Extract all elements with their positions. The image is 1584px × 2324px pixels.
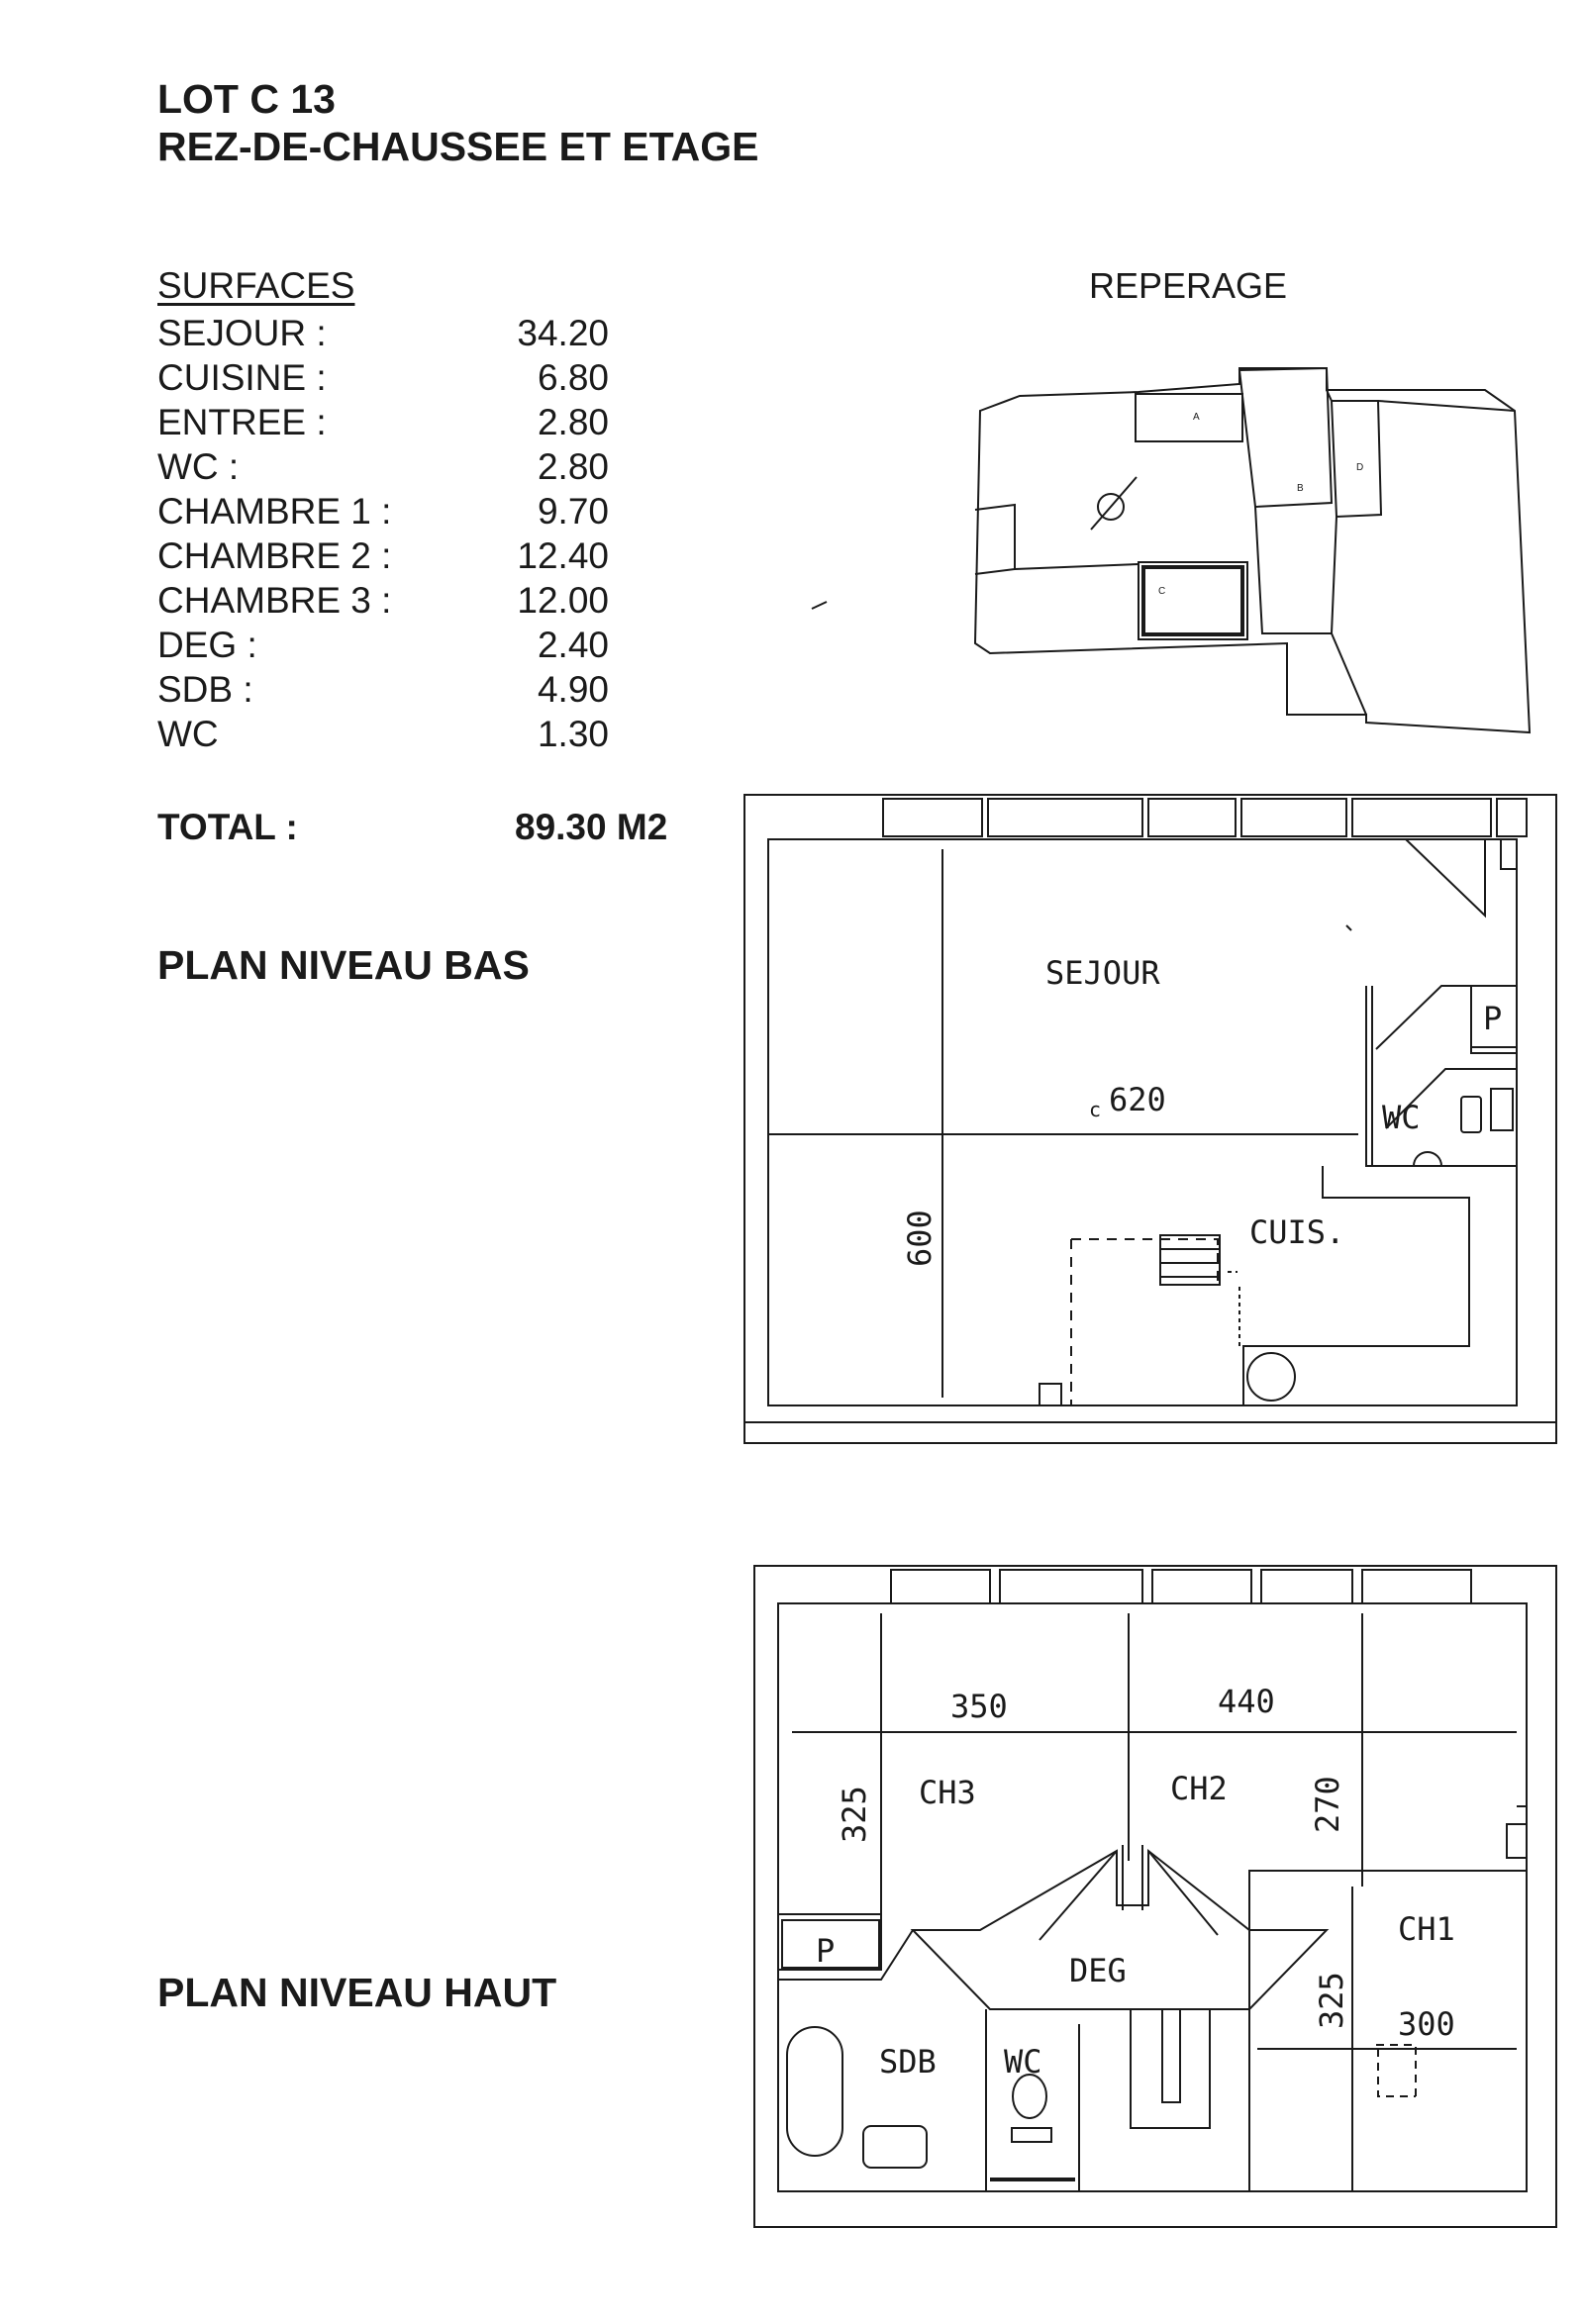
surface-value: 1.30: [537, 714, 609, 754]
dim-600-label: 600: [901, 1210, 939, 1267]
windows-top-bas: [883, 799, 1527, 836]
plan-niveau-haut: [754, 1566, 1556, 2227]
surface-label: WC: [157, 714, 219, 754]
block-a: [1136, 394, 1242, 441]
dim-325-ch1-label: 325: [1313, 1972, 1350, 2029]
room-sdb: SDB: [879, 2043, 937, 2081]
room-deg: DEG: [1069, 1952, 1127, 1989]
surface-label: CHAMBRE 1 :: [157, 491, 392, 532]
plan-niveau-bas-title: PLAN NIVEAU BAS: [157, 942, 530, 988]
room-wc-bas: WC: [1382, 1099, 1421, 1136]
dim-440-label: 440: [1218, 1683, 1275, 1720]
surface-value: 34.20: [517, 313, 609, 353]
total-label: TOTAL :: [157, 807, 298, 847]
dim-300-label: 300: [1398, 2005, 1455, 2043]
block-c: [1138, 562, 1247, 639]
surface-value: 9.70: [537, 491, 609, 532]
surface-label: CUISINE :: [157, 357, 327, 398]
reperage-title: REPERAGE: [1089, 265, 1288, 306]
dim-620-prefix: c: [1089, 1098, 1102, 1121]
dim-620-label: 620: [1109, 1081, 1166, 1118]
surface-label: SDB :: [157, 669, 253, 710]
surface-value: 2.80: [537, 446, 609, 487]
room-sejour: SEJOUR: [1045, 954, 1160, 992]
dim-270-label: 270: [1309, 1776, 1346, 1833]
block-b: [1239, 368, 1332, 507]
room-ch1: CH1: [1398, 1910, 1455, 1948]
levels-subtitle: REZ-DE-CHAUSSEE ET ETAGE: [157, 124, 759, 169]
dim-325-ch3-label: 325: [836, 1786, 873, 1843]
block-d-label: D: [1356, 462, 1364, 473]
surface-label: WC :: [157, 446, 240, 487]
washer-icon: [1247, 1353, 1295, 1401]
sink-icon: [863, 2126, 927, 2168]
toilet-icon: [1461, 1097, 1481, 1132]
surface-label: DEG :: [157, 625, 257, 665]
surface-value: 4.90: [537, 669, 609, 710]
dim-350-label: 350: [950, 1688, 1008, 1725]
placard-haut-label: P: [816, 1932, 836, 1970]
block-a-label: A: [1193, 412, 1200, 423]
plan-niveau-bas: [744, 795, 1556, 1443]
block-b-label: B: [1297, 483, 1304, 494]
bathtub-icon: [787, 2027, 842, 2156]
surface-label: CHAMBRE 2 :: [157, 535, 392, 576]
total-value: 89.30 M2: [515, 807, 668, 847]
block-d: [1332, 401, 1381, 517]
surface-value: 2.80: [537, 402, 609, 442]
placard-bas-label: P: [1483, 1000, 1503, 1037]
surface-label: ENTREE :: [157, 402, 327, 442]
surface-value: 2.40: [537, 625, 609, 665]
room-cuisine: CUIS.: [1249, 1213, 1345, 1251]
toilet-icon-haut: [1013, 2075, 1046, 2118]
windows-top-haut: [891, 1570, 1471, 1603]
surface-value: 12.00: [517, 580, 609, 621]
room-ch2: CH2: [1170, 1770, 1228, 1807]
surface-value: 12.40: [517, 535, 609, 576]
tile-marker: [1040, 1384, 1061, 1405]
surface-label: CHAMBRE 3 :: [157, 580, 392, 621]
plan-niveau-haut-title: PLAN NIVEAU HAUT: [157, 1970, 557, 2015]
reperage-site-plan: [812, 368, 1530, 732]
block-c-label: C: [1158, 586, 1166, 597]
room-wc-haut: WC: [1004, 2043, 1042, 2081]
surface-value: 6.80: [537, 357, 609, 398]
lot-title: LOT C 13: [157, 76, 336, 122]
surface-label: SEJOUR :: [157, 313, 327, 353]
room-ch3: CH3: [919, 1774, 976, 1811]
surfaces-heading: SURFACES: [157, 265, 355, 306]
